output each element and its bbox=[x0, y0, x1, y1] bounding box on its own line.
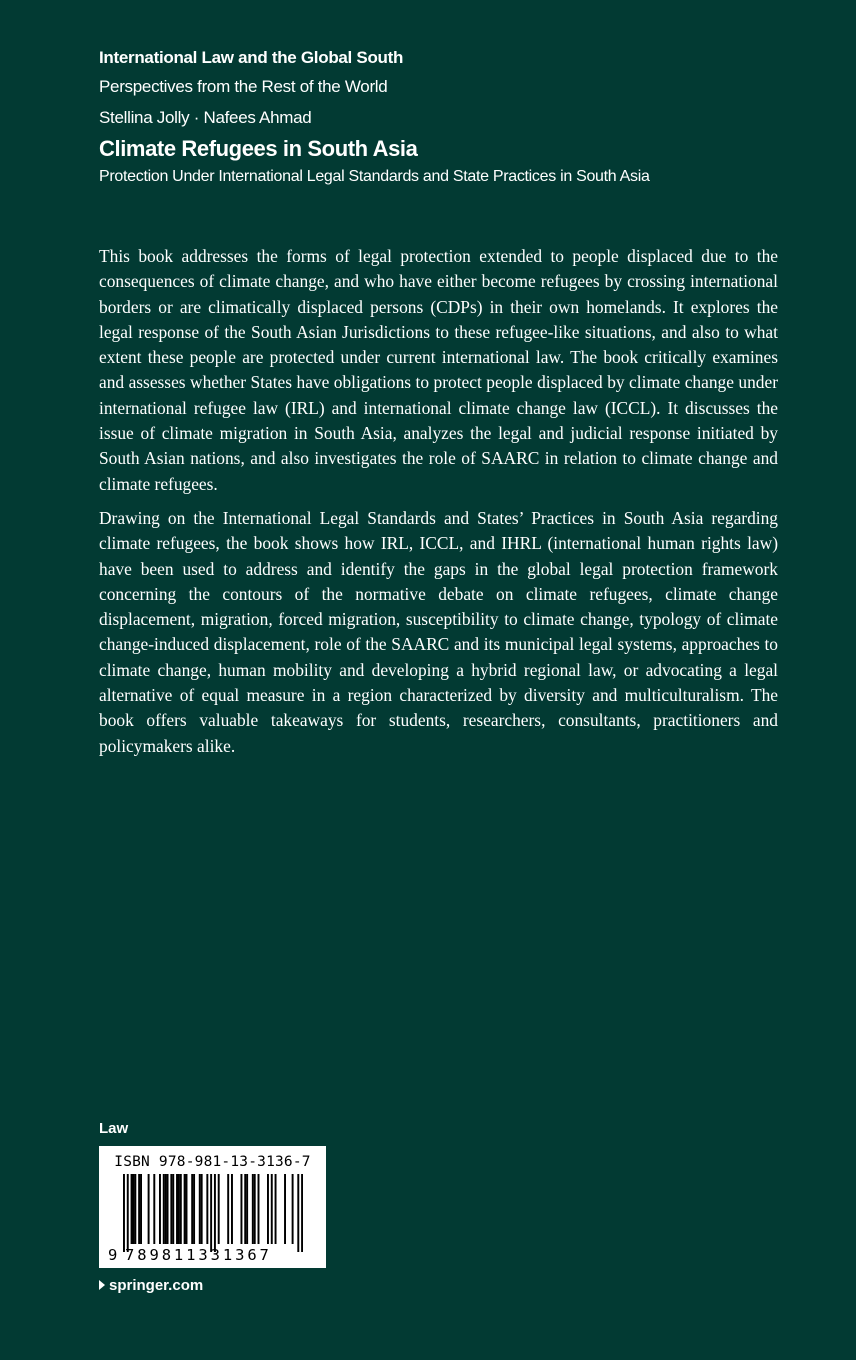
barcode-bar bbox=[193, 1174, 195, 1244]
barcode-guard-bar bbox=[210, 1174, 212, 1252]
barcode-bar bbox=[131, 1174, 133, 1244]
barcode-bars bbox=[123, 1174, 303, 1252]
barcode-bar bbox=[148, 1174, 150, 1244]
series-title: International Law and the Global South bbox=[99, 48, 404, 67]
barcode-bar bbox=[284, 1174, 286, 1244]
triangle-arrow-icon bbox=[99, 1280, 105, 1290]
barcode-bar bbox=[178, 1174, 180, 1244]
barcode-bar bbox=[267, 1174, 269, 1244]
barcode-bar bbox=[138, 1174, 140, 1244]
barcode-bar bbox=[153, 1174, 155, 1244]
barcode-bar bbox=[246, 1174, 248, 1244]
barcode-lead-digit: 9 bbox=[108, 1246, 118, 1264]
barcode-bar bbox=[206, 1174, 208, 1244]
barcode-guard-bar bbox=[127, 1174, 129, 1252]
barcode-bar bbox=[132, 1174, 134, 1244]
barcode-bar bbox=[254, 1174, 256, 1244]
barcode-bar bbox=[240, 1174, 242, 1244]
barcode-bar bbox=[231, 1174, 233, 1244]
cover-header bbox=[99, 46, 819, 189]
barcode-bar bbox=[167, 1174, 169, 1244]
barcode-bar bbox=[134, 1174, 136, 1244]
isbn-barcode bbox=[99, 1146, 326, 1268]
barcode-bar bbox=[191, 1174, 193, 1244]
barcode-guard-bar bbox=[301, 1174, 303, 1252]
barcode-bar bbox=[227, 1174, 229, 1244]
barcode-guard-bar bbox=[123, 1174, 125, 1252]
barcode-bar bbox=[163, 1174, 165, 1244]
barcode-guard-bar bbox=[297, 1174, 299, 1252]
barcode-bar bbox=[271, 1174, 273, 1244]
barcode-bar bbox=[218, 1174, 220, 1244]
barcode-bar bbox=[258, 1174, 260, 1244]
blurb-paragraph-2: Drawing on the International Legal Standards and States’ Practices in South Asia regarding climate refugees, the book shows how IRL, ICCL, and IHRL (international human rights law) have been used to address and identify the gaps in the global legal protection framework concerning the contours of the normative debate on climate refugees, climate change displacement, migration, forced migration, susceptibility to climate change, typology of climate change-induced displacement, role of the SAARC and its municipal legal systems, approaches to climate change, human mobility and developing a hybrid regional law, or advocating a legal alternative of equal measure in a region characterized by diversity and multiculturalism. The book offers valuable takeaways for students, researchers, consultants, practitioners and policymakers alike. bbox=[99, 507, 778, 756]
barcode-bar bbox=[180, 1174, 182, 1244]
barcode-number: 789811331367 bbox=[125, 1246, 272, 1264]
series-subtitle: Perspectives from the Rest of the World bbox=[99, 77, 388, 96]
blurb-paragraph-1: This book addresses the forms of legal protection extended to people displaced due to the consequences of climate change, and who have either become refugees by crossing international borders or are climatically displaced persons (CDPs) in their own homelands. It explores the legal response of the South Asian Jurisdictions to these refugee-like situations, and also to what extent these people are protected under current international law. The book critically examines and assesses whether States have obligations to protect people displaced by climate change under international refugee law (IRL) and international climate change law (ICCL). It discusses the issue of climate migration in South Asia, analyzes the legal and judicial response initiated by South Asian nations, and also investigates the role of SAARC in relation to climate change and climate refugees. bbox=[99, 246, 778, 494]
book-subtitle: Protection Under International Legal Standards and State Practices in South Asia bbox=[99, 168, 650, 185]
barcode-bar bbox=[244, 1174, 246, 1244]
barcode-bar bbox=[140, 1174, 142, 1244]
website-link[interactable] bbox=[99, 1276, 203, 1296]
isbn-text: ISBN 978-981-13-3136-7 bbox=[114, 1154, 311, 1170]
barcode-bar bbox=[201, 1174, 203, 1244]
barcode-guard-bar bbox=[214, 1174, 216, 1252]
barcode-bar bbox=[159, 1174, 161, 1244]
barcode-bar bbox=[172, 1174, 174, 1244]
barcode-bar bbox=[170, 1174, 172, 1244]
barcode-bar bbox=[292, 1174, 294, 1244]
barcode-bar bbox=[275, 1174, 277, 1244]
barcode-bar bbox=[199, 1174, 201, 1244]
book-title: Climate Refugees in South Asia bbox=[99, 136, 418, 161]
barcode-bar bbox=[186, 1174, 188, 1244]
barcode-bar bbox=[176, 1174, 178, 1244]
authors: Stellina Jolly · Nafees Ahmad bbox=[99, 108, 312, 127]
barcode-bar bbox=[184, 1174, 186, 1244]
barcode-bar bbox=[165, 1174, 167, 1244]
book-blurb bbox=[99, 244, 778, 768]
website-text: springer.com bbox=[109, 1277, 204, 1294]
category-label: Law bbox=[99, 1120, 129, 1137]
barcode-bar bbox=[252, 1174, 254, 1244]
